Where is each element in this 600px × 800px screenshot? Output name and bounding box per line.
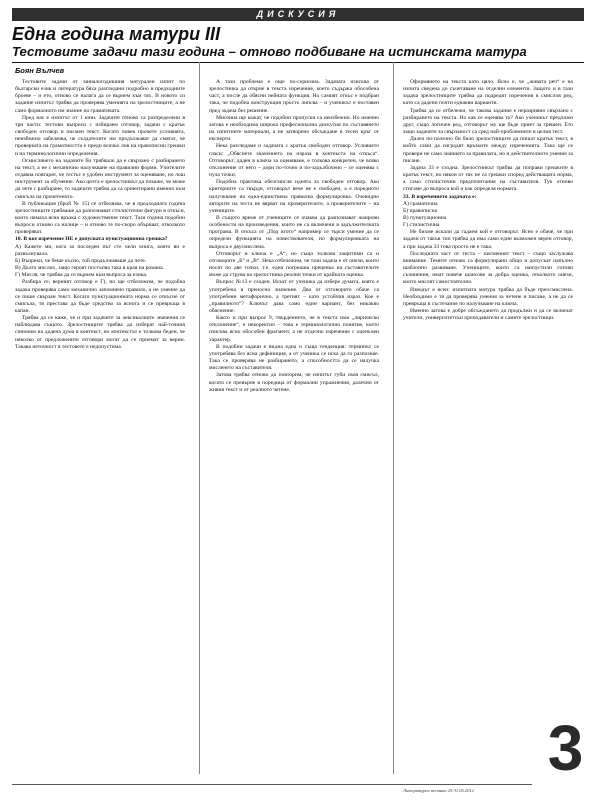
article-title: Една година матури III (12, 24, 221, 44)
article-column-1 (15, 79, 185, 774)
page-number: 3 (547, 712, 584, 784)
answer-option: А) граматична (403, 200, 438, 207)
title-rule (12, 62, 584, 63)
question-heading: 33. В изречението задачата е: (403, 193, 477, 200)
article-column-3 (403, 79, 573, 674)
paragraph: Мнозина ще кажат, че подобни пропуски са неизбежни. Но именно затова е необходима широка професионална дискусия по съставянето на изпитните материали, а не затворено обсъждане в тесен кръг от експерти. (209, 114, 379, 143)
section-band: ДИСКУСИЯ (12, 8, 584, 21)
answer-option: А) Кажете ми, кога за последен път сте чели книга, която ви е развълнувала. (15, 243, 185, 257)
paragraph: А тази проблема е още по-сериозна. Задачата изисква от зрелостника да открие в текста изречение, което съдържа обособена част, а после да обясни нейната функция. Но самият откъс е подбран така, че подобна конструкция просто липсва – и ученикът е поставен пред задача без решение. (209, 79, 379, 114)
paragraph: В подобни задачи е видна една и съща тенденция: терминът се употребява без ясна дефиниция, а от ученика се иска да го разпознае. Така се проверява не разбирането, а способността да се налучка мисленето на съставителя. (209, 343, 379, 372)
answer-option: В) Дълго мислих, защо героят постъпва така в края на романа. (15, 265, 164, 272)
paragraph: В същото време от учениците се очаква да разпознават жанрови особености на произведения, които не са включени в задължителната програма. В откъса от „Под игото“ например се търси умение да се определи функцията на повествователя, но формулировката на въпроса е двусмислена. (209, 214, 379, 250)
paragraph: Нека разгледаме и задачата с кратък свободен отговор. Условието гласи: „Обяснете значението на израза в контекста на откъса“. Отговорът, даден в ключа за оценяване, е толкова конкретен, че всяко отклонение от него – дори по-точно и по-задълбочено – се оценява с нула точки. (209, 143, 379, 179)
paragraph: Въпрос №13 е сходен. Искат от ученика да избере думата, която е употребена в преносно значение. Два от отговорите обаче са употребени метафорично, а третият – като устойчив израз. Кое е „правилното“? Ключът дава само един вариант, без никакво обяснение. (209, 279, 379, 314)
paragraph: Изводът е ясен: изпитната матура трябва да бъде преосмислена. Необходимо е тя да проверява умения за четене и писане, а не да се превръща в състезание по налучкване на ключа. (403, 286, 573, 307)
paragraph: Именно затова е добре обсъждането да продължи и да се включат учители, университетски преподаватели и самите зрелостници. (403, 308, 573, 322)
question-heading: 10. В кое изречение НЕ е допусната пунктуационна грешка? (15, 236, 168, 243)
paragraph: Трябва да се каже, че и при задачите за лексикалните значения се наблюдава същото. Зрелостниците трябва да изберат най-точния синоним на дадена дума в контекст, но контекстът е толкова беден, че няколко от предложените отговори могат да се приемат за верни. Такава неточност в тестовете е недопустима. (15, 315, 185, 350)
paragraph: Както и при въпрос 9, твърдението, че в текста има „лирическо отклонение“, е некоректно – това е терминологично понятие, което изисква ясно обособен фрагмент, а не отделно изречение с оценъчен характер. (209, 315, 379, 343)
paragraph: Подобна практика обезсмисля идеята за свободен отговор. Ако критериите са твърди, отговорът вече не е свободен, а е поредното налучкване на една-единствена правилна формулировка. Очевидно авторите на теста не вярват на проверителите, а проверителите – на учениците. (209, 179, 379, 214)
author-byline: Боян Вълчев (15, 66, 65, 75)
footer-rule (12, 784, 532, 785)
column-divider (393, 62, 394, 774)
column-divider (199, 62, 200, 774)
paragraph: Далеч по-полезно би било зрелостниците да пишат кратък текст, в който сами да изградят връзките между изреченията. Така ще се провери не само знанието за правилата, но и действителното умение за писане. (403, 136, 573, 164)
paragraph: В публикация (брой № 15) се отбелязва, че в предходната година зрелостниците трябваше да разпознават стилистични фигури в откъси, които нямаха ясна връзка с художествения текст. Тази година подобни въпроси отново са налице – и отново те по-скоро объркват, отколкото проверяват. (15, 200, 185, 236)
article-subtitle: Тестовите задачи тази година – отново подбиване на истинската матура (12, 44, 527, 59)
paragraph: Разбира се, верният отговор е Г), но ще отбележим, че подобна задача проверява само механично запомнено правило, а не умение да се пише свързан текст. Когато пунктуационната норма се откъсне от смисъла, тя престава да бъде средство за яснота и се превръща в капан. (15, 279, 185, 314)
paragraph: Тестовите задачи от миналогодишния матурален изпит по български език и литература бяха разгледани подробно в предходните броеве – и ето, отново се налага да се върнем към тях. В новото си задание изпитът трябва да проверява уменията на зрелостниците, а не само формалното им знание на граматиката. (15, 79, 185, 114)
answer-option: Б) Въпреки, че беше късно, той продължаваше да чете. (15, 257, 147, 264)
paragraph: Пред нас е изпитът от 1 юни. Задачите отново са разпределени в три части: тестови въпроси с избираем отговор, задачи с кратък свободен отговор и писмен текст. Когато човек прочете условията, неизбежно забелязва, че създателите им продължават да смятат, че проверката на грамотността е преди всичко лов на правописни грешки и на терминологични определения. (15, 114, 185, 157)
paragraph: Последната част от теста – писменият текст – също заслужава внимание. Темите отново са формулирани общо и допускат напълно шаблонно развиване. Учениците, които са наизустили готови съчинения, имат повече шансове за добра оценка, отколкото онези, които мислят самостоятелно. (403, 250, 573, 286)
paragraph: Отговорът в ключа е „А“, но също толкова защитими са и отговорите „Б“ и „В“. Нека отбележим, че тази задача е от онези, които носят по две точки, т.е. една погрешна преценка на съставителите може да струва на зрелостника реални точки от крайната оценка. (209, 250, 379, 279)
answer-option: Г) стилистична (403, 222, 440, 229)
answer-option: В) пунктуационна (403, 214, 447, 221)
paragraph: Осмислянето на задачите би трябвало да е свързано с разбирането на текст, а не с механично налучкване на правилни форми. Учителите отдавна повтарят, че тестът е удобен инструмент за оценяване, но лош инструмент за обучение. Ако целта е зрелостникът да покаже, че може да чете с разбиране, то задачите трябва да са ориентирани именно към смисъла на прочетеното. (15, 157, 185, 200)
paragraph: Задача 33 е сходна. Зрелостникът трябва да поправи грешките в кратък текст, но някои от тях не са грешки според действащата норма, а само стилистични предпочитания на съставителя. Тук отново стигаме до въпроса кой и как определя нормата. (403, 164, 573, 193)
paragraph: Затова трябва отново да повторим, че изпитът губи своя смисъл, когато се превърне в поредица от формални упражнения, далечни от живия текст и от реалното четене. (209, 372, 379, 393)
page-footer: Литературен вестник 25-31.05.2012 (403, 788, 474, 793)
article-column-2 (209, 79, 379, 774)
paragraph: Оформянето на текста като цяло. Ясно е, че „живата реч“ е на изпита сведена до съчетаване на отделни елементи. Защото и в тази задача зрелостниците трябва да подредят изречения в смислов ред, като са дадени почти еднакви варианти. (403, 79, 573, 107)
answer-option: Б) правописна (403, 207, 438, 214)
paragraph: Трябва да се отбележи, че такова задание е неразривно свързано с разбирането на текста. Но как се оценява то? Ако ученикът предложи друг, също логичен ред, отговорът му ще бъде приет за грешен. Ето защо задачите за свързаност са сред най-проблемните в целия тест. (403, 107, 573, 136)
paragraph: Не бихме искали да гадаем кой е отговорът. Ясно е обаче, че при задачи от такъв тип трябва да има само един възможен верен отговор, а при задача 33 това просто не е така. (403, 229, 573, 250)
answer-option: Г) Мисля, че трябва да се върнем към въпроса за езика. (15, 272, 148, 279)
